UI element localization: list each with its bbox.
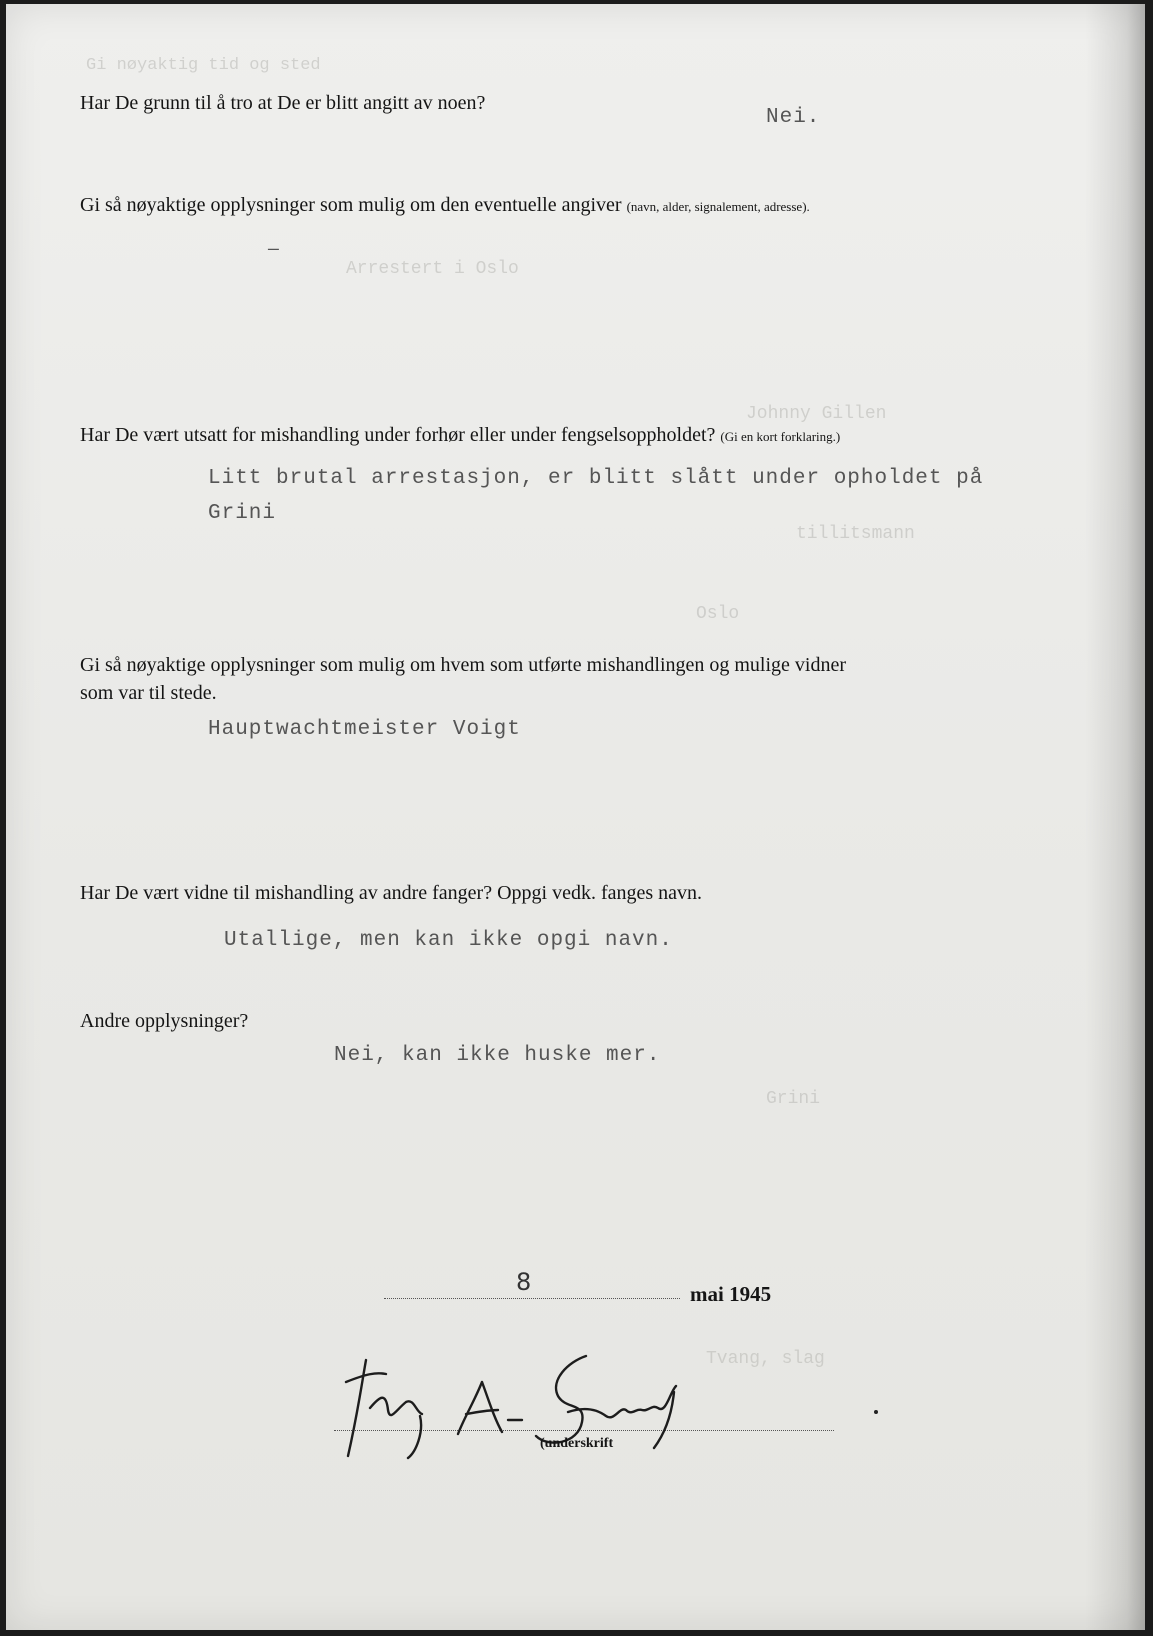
question-angiver-hint: (navn, alder, signalement, adresse). xyxy=(626,199,810,214)
question-mishandling-hint: (Gi en kort forklaring.) xyxy=(720,429,841,444)
ink-dot xyxy=(874,1410,878,1414)
answer-angiver: — xyxy=(268,240,280,260)
page-edge-shadow xyxy=(1085,4,1145,1630)
document-page xyxy=(6,4,1145,1630)
question-utforte-line-2: som var til stede. xyxy=(80,682,217,704)
question-mishandling xyxy=(80,424,840,447)
bleed-through-text: Grini xyxy=(766,1089,821,1109)
question-mishandling-text: Har De vært utsatt for mishandling under forhør eller under fengselsoppholdet? xyxy=(80,424,716,446)
date-day: 8 xyxy=(516,1268,532,1296)
question-utforte: Gi så nøyaktige opplysninger som mulig om hvem som utførte mishandlingen og mulige vidner xyxy=(80,654,847,676)
date-month-year: mai 1945 xyxy=(690,1282,772,1306)
bleed-through-text: Arrestert i Oslo xyxy=(346,259,519,279)
bleed-through-text: Johnny Gillen xyxy=(746,404,887,424)
answer-utforte: Hauptwachtmeister Voigt xyxy=(208,718,521,741)
answer-vidne: Utallige, men kan ikke opgi navn. xyxy=(224,929,673,952)
date-dotted-line xyxy=(384,1298,680,1299)
question-vidne: Har De vært vidne til mishandling av andre fanger? Oppgi vedk. fanges navn. xyxy=(80,882,703,904)
bleed-through-text: tillitsmann xyxy=(796,524,915,544)
bleed-through-text: Oslo xyxy=(696,604,740,624)
answer-mishandling-line-2: Grini xyxy=(208,502,277,525)
question-andre: Andre opplysninger? xyxy=(80,1010,249,1032)
question-angiver-text: Gi så nøyaktige opplysninger som mulig om den eventuelle angiver xyxy=(80,194,622,216)
question-angiver xyxy=(80,194,810,217)
signature-label: (underskrift xyxy=(540,1436,614,1451)
answer-mishandling-line-1: Litt brutal arrestasjon, er blitt slått under opholdet på xyxy=(208,467,984,490)
answer-andre: Nei, kan ikke huske mer. xyxy=(334,1044,661,1067)
bleed-through-text: Tvang, slag xyxy=(706,1349,825,1369)
question-angitt: Har De grunn til å tro at De er blitt angitt av noen? xyxy=(80,92,486,114)
answer-angitt: Nei. xyxy=(766,106,821,129)
bleed-through-text: Gi nøyaktig tid og sted xyxy=(86,56,321,75)
handwritten-signature xyxy=(336,1352,736,1462)
